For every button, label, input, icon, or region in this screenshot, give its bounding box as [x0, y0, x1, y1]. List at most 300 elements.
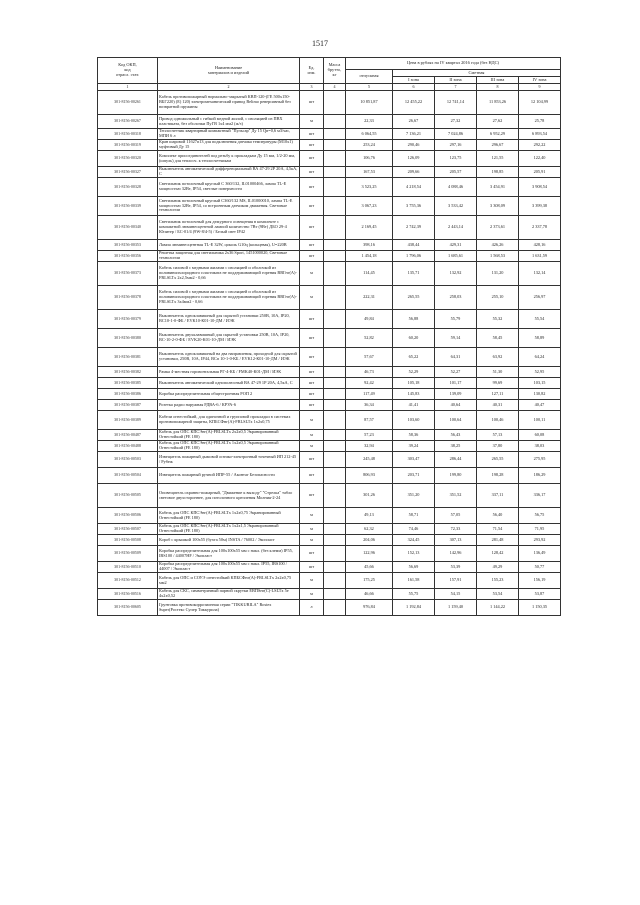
- cell-code: 301-8156-00510: [98, 562, 158, 573]
- cell-code: 301-8156-00381: [98, 348, 158, 367]
- table-row: [98, 129, 561, 140]
- cell-unit: шт: [300, 468, 324, 484]
- cell-z1: 351,20: [393, 484, 435, 508]
- table-row: [98, 262, 561, 286]
- cell-mass: [324, 115, 346, 129]
- cell-code: 301-8156-00487: [98, 430, 158, 441]
- cell-code: 301-8156-00503: [98, 452, 158, 468]
- cell-z3: 55,32: [477, 310, 519, 329]
- table-row: [98, 535, 561, 546]
- cell-z4: 132,14: [519, 262, 561, 286]
- cell-price: 57,23: [346, 430, 393, 441]
- table-row: [98, 310, 561, 329]
- cell-mass: [324, 430, 346, 441]
- cell-price: 204,06: [346, 535, 393, 546]
- cell-z3: 296,67: [477, 140, 519, 151]
- cell-code: 301-8156-00327: [98, 167, 158, 178]
- cell-z3: 27,62: [477, 115, 519, 129]
- cell-z2: 1 685,61: [435, 251, 477, 262]
- cell-z1: 2 742,39: [393, 216, 435, 240]
- cell-z1: 60,20: [393, 329, 435, 348]
- cell-mass: [324, 151, 346, 167]
- cell-z4: 205,91: [519, 167, 561, 178]
- cell-code: 301-8156-00509: [98, 546, 158, 562]
- cell-unit: шт: [300, 400, 324, 411]
- cell-z3: 100,46: [477, 411, 519, 430]
- cell-code: 301-8156-00378: [98, 286, 158, 310]
- table-row: [98, 573, 561, 589]
- cell-price: 3 067,23: [346, 197, 393, 216]
- cell-z2: 258,03: [435, 286, 477, 310]
- cell-z2: 64,31: [435, 348, 477, 367]
- cell-code: 301-8156-00267: [98, 115, 158, 129]
- cell-price: 122,96: [346, 546, 393, 562]
- cell-z4: 1 150,35: [519, 600, 561, 616]
- cell-price: 2 169,45: [346, 216, 393, 240]
- cell-unit: шт: [300, 251, 324, 262]
- cell-code: 301-8156-00508: [98, 535, 158, 546]
- cell-price: 46,66: [346, 589, 393, 600]
- cell-z2: 55,79: [435, 310, 477, 329]
- cell-z1: 152,13: [393, 546, 435, 562]
- cell-z1: 7 136,21: [393, 129, 435, 140]
- cell-name: Лампа люминесцентная TL-E 32W, цоколь G10q (кольцевая), U=220В: [158, 240, 300, 251]
- cell-z4: 3 908,54: [519, 178, 561, 197]
- cell-unit: м: [300, 535, 324, 546]
- cell-mass: [324, 91, 346, 115]
- cell-z1: 1 796,06: [393, 251, 435, 262]
- cell-z2: 1 159,40: [435, 600, 477, 616]
- cell-unit: м: [300, 411, 324, 430]
- cell-z2: 54,15: [435, 589, 477, 600]
- cell-z4: 56,75: [519, 508, 561, 524]
- cell-z3: 265,55: [477, 452, 519, 468]
- cell-z3: 53,54: [477, 589, 519, 600]
- cell-z2: 123,75: [435, 151, 477, 167]
- cell-z3: 155,23: [477, 573, 519, 589]
- cell-z1: 135,71: [393, 262, 435, 286]
- cell-z4: 100,11: [519, 411, 561, 430]
- cell-z4: 103,15: [519, 378, 561, 389]
- table-row: [98, 348, 561, 367]
- cell-mass: [324, 441, 346, 452]
- table-row: [98, 329, 561, 348]
- cell-price: 976,84: [346, 600, 393, 616]
- cell-unit: шт: [300, 129, 324, 140]
- table-row: [98, 151, 561, 167]
- cell-unit: шт: [300, 389, 324, 400]
- cell-unit: шт: [300, 348, 324, 367]
- cell-z2: 27,32: [435, 115, 477, 129]
- cell-name: Извещатель пожарный дымовой оптико-электронный точечный ИП 212-45 / Рубеж: [158, 452, 300, 468]
- cell-name: Кабель для СКС, симметричный парной скрутки ЕВПSнг(С)-LSLTx 5e 4x2x0,52: [158, 589, 300, 600]
- cell-unit: шт: [300, 310, 324, 329]
- header-mass: Масса брутто, кг: [324, 58, 346, 84]
- cell-mass: [324, 468, 346, 484]
- cell-z3: 11 853,26: [477, 91, 519, 115]
- cell-z1: 56,69: [393, 562, 435, 573]
- cell-z4: 60,08: [519, 430, 561, 441]
- cell-z3: 255,10: [477, 286, 519, 310]
- cell-mass: [324, 524, 346, 535]
- table-row: [98, 468, 561, 484]
- cell-z1: 126,09: [393, 151, 435, 167]
- cell-code: 301-8156-00516: [98, 589, 158, 600]
- cell-z2: 199,80: [435, 468, 477, 484]
- cell-price: 301,26: [346, 484, 393, 508]
- cell-z3: 281,48: [477, 535, 519, 546]
- cell-z4: 428,16: [519, 240, 561, 251]
- cell-name: Извещатель пожарный ручной ИПР-55 / Аконтаг Безопасности: [158, 468, 300, 484]
- cell-z1: 303,47: [393, 452, 435, 468]
- cell-price: 49,13: [346, 508, 393, 524]
- table-row: [98, 240, 561, 251]
- cell-z2: 100,64: [435, 411, 477, 430]
- price-table: [97, 57, 561, 616]
- cell-mass: [324, 400, 346, 411]
- cell-z4: 58,89: [519, 329, 561, 348]
- table-row: [98, 216, 561, 240]
- cell-z2: 297,16: [435, 140, 477, 151]
- cell-z1: 4 218,54: [393, 178, 435, 197]
- cell-code: 301-8156-00319: [98, 140, 158, 151]
- cell-code: 301-8156-00387: [98, 400, 158, 411]
- cell-code: 301-8156-00506: [98, 508, 158, 524]
- cell-z3: 37,80: [477, 441, 519, 452]
- cell-name: Грунтовка противокоррозионная серии "TIKKURILA" Rostex Super(Ростекс Супер Тиккурила): [158, 600, 300, 616]
- cell-z3: 127,11: [477, 389, 519, 400]
- cell-z4: 53,87: [519, 589, 561, 600]
- cell-z3: 49,29: [477, 562, 519, 573]
- cell-z4: 156,19: [519, 573, 561, 589]
- cell-z1: 290,46: [393, 140, 435, 151]
- cell-price: 6 064,55: [346, 129, 393, 140]
- cell-z2: 4 088,46: [435, 178, 477, 197]
- cell-name: Выключатель двухклавишный для скрытой установки 250В, 10А, IP20, ВС-10-2-0-ФБ / EVK20-К01-10-ДМ / ИЭК: [158, 329, 300, 348]
- cell-mass: [324, 197, 346, 216]
- table-row: [98, 378, 561, 389]
- table-row: [98, 251, 561, 262]
- cell-z4: 136,49: [519, 546, 561, 562]
- cell-code: 301-8156-00340: [98, 216, 158, 240]
- cell-name: Кабель для ОПС и СОУЭ огнестойкий КПБСФнг(А)-FRLSLTx 2x2x0,75 мм2: [158, 573, 300, 589]
- table-row: [98, 562, 561, 573]
- cell-z4: 130,82: [519, 389, 561, 400]
- cell-mass: [324, 178, 346, 197]
- cell-z1: 161,58: [393, 573, 435, 589]
- cell-code: 301-8156-00328: [98, 178, 158, 197]
- cell-z1: 324,45: [393, 535, 435, 546]
- cell-z3: 198,85: [477, 167, 519, 178]
- cell-z3: 57,13: [477, 430, 519, 441]
- table-row: [98, 367, 561, 378]
- cell-unit: м: [300, 430, 324, 441]
- cell-price: 114,45: [346, 262, 393, 286]
- cell-z4: 6 893,54: [519, 129, 561, 140]
- header-code: Код ОКП, код отрасл. стат.: [98, 58, 158, 84]
- header-zone-4: IV зона: [519, 77, 561, 84]
- table-row: [98, 600, 561, 616]
- cell-z1: 105,18: [393, 378, 435, 389]
- cell-z3: 2 373,61: [477, 216, 519, 240]
- cell-mass: [324, 546, 346, 562]
- cell-z3: 71,54: [477, 524, 519, 535]
- cell-price: 92,42: [346, 378, 393, 389]
- cell-z3: 40,31: [477, 400, 519, 411]
- cell-z3: 131,20: [477, 262, 519, 286]
- cell-unit: шт: [300, 484, 324, 508]
- cell-z1: 1 192,84: [393, 600, 435, 616]
- cell-price: 1 454,18: [346, 251, 393, 262]
- cell-name: Кран шаровой 11б27п13 для подключения датчика температуры (М10х1) муфтовый Ду 15: [158, 140, 300, 151]
- cell-name: Кабель для ОПС КПСЭнг(А)-FRLSLTx 1x2x1,5 Экранированный Огнестойкий (FE 180): [158, 524, 300, 535]
- header-wholesale: отпускная: [346, 70, 393, 84]
- table-row: [98, 508, 561, 524]
- header-zone-1: I зона: [393, 77, 435, 84]
- cell-mass: [324, 600, 346, 616]
- cell-unit: шт: [300, 197, 324, 216]
- cell-unit: м: [300, 262, 324, 286]
- cell-z1: 58,71: [393, 508, 435, 524]
- cell-z2: 59,14: [435, 329, 477, 348]
- table-row: [98, 411, 561, 430]
- cell-code: 301-8156-00261: [98, 91, 158, 115]
- cell-name: Светильник потолочный круглый С 360/132, IL01000466, лампа TL-E мощностью 32Вт, IP54, светлые поверхности: [158, 178, 300, 197]
- cell-mass: [324, 484, 346, 508]
- cell-z1: 3 755,36: [393, 197, 435, 216]
- cell-z4: 186,29: [519, 468, 561, 484]
- cell-z4: 38,03: [519, 441, 561, 452]
- cell-name: Кабель силовой с медными жилами с изоляцией и оболочкой из поливинилхлоридного пластиката не поддерживающий горения ВВГнг(А)-FRLSLTx 2x2,5мм2 - 0,66: [158, 262, 300, 286]
- cell-z3: 51,30: [477, 367, 519, 378]
- table-row: [98, 400, 561, 411]
- cell-unit: шт: [300, 367, 324, 378]
- cell-mass: [324, 310, 346, 329]
- cell-price: 106,76: [346, 151, 393, 167]
- cell-z2: 40,64: [435, 400, 477, 411]
- cell-z2: 142,96: [435, 546, 477, 562]
- cell-z1: 103,60: [393, 411, 435, 430]
- table-row: [98, 389, 561, 400]
- cell-z3: 426,26: [477, 240, 519, 251]
- cell-price: 22,33: [346, 115, 393, 129]
- cell-z1: 41,41: [393, 400, 435, 411]
- cell-z1: 203,71: [393, 468, 435, 484]
- cell-name: Выключатель одноклавишный для скрытой установки 250В, 10А, IP20, ВС10-1-0-ФБ / EVK10-К01-10-ДМ / ИЭК: [158, 310, 300, 329]
- cell-unit: шт: [300, 167, 324, 178]
- cell-unit: шт: [300, 562, 324, 573]
- cell-price: 52,82: [346, 329, 393, 348]
- cell-name: Провод одножильный с гибкой медной жилой, с изоляцией из ПВХ пластиката, без оболочки ПуГВ 1x4 мм2 (ж/з): [158, 115, 300, 129]
- table-row: [98, 546, 561, 562]
- cell-mass: [324, 589, 346, 600]
- cell-unit: м: [300, 524, 324, 535]
- header-name: Наименование материалов и изделий: [158, 58, 300, 84]
- cell-z2: 351,52: [435, 484, 477, 508]
- cell-z2: 286,44: [435, 452, 477, 468]
- cell-z4: 55,54: [519, 310, 561, 329]
- cell-name: Выключатель автоматический однополюсный ВА 47-29 1Р 20А, 4,5кА, С: [158, 378, 300, 389]
- cell-name: Решетка защитная для светильника 2x36 Sport, 1451000020, Световые технологии: [158, 251, 300, 262]
- cell-z3: 1 144,22: [477, 600, 519, 616]
- cell-z4: 256,97: [519, 286, 561, 310]
- cell-z1: 56,88: [393, 310, 435, 329]
- cell-z2: 57,05: [435, 508, 477, 524]
- table-row: [98, 524, 561, 535]
- cell-z2: 101,17: [435, 378, 477, 389]
- cell-mass: [324, 140, 346, 151]
- table-body: [98, 91, 561, 616]
- cell-price: 49,84: [346, 310, 393, 329]
- cell-z3: 3 454,91: [477, 178, 519, 197]
- cell-z1: 438,44: [393, 240, 435, 251]
- cell-unit: шт: [300, 546, 324, 562]
- cell-mass: [324, 251, 346, 262]
- cell-z2: 52,27: [435, 367, 477, 378]
- cell-z4: 25,78: [519, 115, 561, 129]
- cell-mass: [324, 389, 346, 400]
- cell-price: 62,32: [346, 524, 393, 535]
- cell-z4: 52,95: [519, 367, 561, 378]
- cell-name: Коробка распределительная общестроечная РОП 2: [158, 389, 300, 400]
- cell-z2: 307,13: [435, 535, 477, 546]
- cell-name: Выключатель одноклавишный на два направления, проходной для скрытой установки, 250В, 10А, IP44, ВСп 10-1-0-КБ / EVK12-К01-10-ДМ / ИЭК: [158, 348, 300, 367]
- cell-code: 301-8156-00320: [98, 151, 158, 167]
- cell-mass: [324, 573, 346, 589]
- header-zone-3: III зона: [477, 77, 519, 84]
- cell-unit: м: [300, 508, 324, 524]
- table-row: [98, 167, 561, 178]
- cell-unit: шт: [300, 151, 324, 167]
- cell-name: Теплосчетчик квартирный компактный "Пульсар" Ду 15 Qn=0,6 м3/час, МПИ 6 л: [158, 129, 300, 140]
- cell-unit: м: [300, 115, 324, 129]
- cell-price: 57,67: [346, 348, 393, 367]
- page-number: 1517: [312, 39, 328, 48]
- table-row: [98, 452, 561, 468]
- cell-name: Комплект присоединителей под резьбу к прокладкам Ду 15 мм, 1/2-20 мм, (шпуль) для теплосч. к теплосчетчикам: [158, 151, 300, 167]
- cell-mass: [324, 508, 346, 524]
- cell-mass: [324, 378, 346, 389]
- cell-price: 222,31: [346, 286, 393, 310]
- cell-name: Кабели огнестойкий, для одиночной и групповой прокладки в системах противопожарной защиты, КПБСФнг(А)-FRLSLTx 1x2x0,75: [158, 411, 300, 430]
- cell-name: Коробка распределительная для 100x100x55 мм с накл. (без клемм) IP55, IBS100 / 44007HF / Экопласт: [158, 546, 300, 562]
- cell-z2: 132,92: [435, 262, 477, 286]
- cell-mass: [324, 240, 346, 251]
- table-row: [98, 484, 561, 508]
- cell-name: Кабель для ОПС КПСЭнг(А)-FRLSLTx 1x2x0,5 Экранированный Огнестойкий (FE 180): [158, 441, 300, 452]
- cell-code: 301-8156-00382: [98, 367, 158, 378]
- cell-mass: [324, 411, 346, 430]
- cell-z1: 58,36: [393, 430, 435, 441]
- cell-code: 301-8156-00488: [98, 441, 158, 452]
- cell-z3: 337,11: [477, 484, 519, 508]
- cell-z4: 2 337,78: [519, 216, 561, 240]
- cell-z3: 56,40: [477, 508, 519, 524]
- table-row: [98, 140, 561, 151]
- cell-price: 245,48: [346, 452, 393, 468]
- cell-z4: 64,24: [519, 348, 561, 367]
- cell-unit: шт: [300, 140, 324, 151]
- cell-z1: 55,75: [393, 589, 435, 600]
- cell-price: 46,73: [346, 367, 393, 378]
- cell-price: 398,16: [346, 240, 393, 251]
- cell-name: Светильник потолочный круглый С360/132 MS, IL01000010, лампа TL-E мощностью 32Вт, IP54, со встроенным датчиком движения. Световые технологии: [158, 197, 300, 216]
- cell-mass: [324, 452, 346, 468]
- cell-z3: 128,42: [477, 546, 519, 562]
- cell-name: Оповещатель охранно-пожарный, "Движение к выходу" "Стрелка" табло световое двухстороннее, для потолочного крепления Молния-2-24: [158, 484, 300, 508]
- cell-code: 301-8156-00318: [98, 129, 158, 140]
- cell-unit: м: [300, 573, 324, 589]
- cell-unit: л: [300, 600, 324, 616]
- cell-code: 301-8156-00356: [98, 251, 158, 262]
- cell-price: 32,94: [346, 441, 393, 452]
- cell-mass: [324, 262, 346, 286]
- cell-z4: 71,95: [519, 524, 561, 535]
- cell-mass: [324, 216, 346, 240]
- table-row: [98, 286, 561, 310]
- cell-unit: шт: [300, 329, 324, 348]
- cell-mass: [324, 129, 346, 140]
- cell-mass: [324, 329, 346, 348]
- cell-name: Кабель для ОПС КПСЭнг(А)-FRLSLTx 1x2x0,75 Экранированный Огнестойкий (FE 180): [158, 508, 300, 524]
- cell-name: Кабель силовой с медными жилами с изоляцией и оболочкой из поливинилхлоридного пластиката не поддерживающий горения ВВГнг(А)-FRLSLTx 3x4мм2 - 0,66: [158, 286, 300, 310]
- cell-code: 301-8156-00380: [98, 329, 158, 348]
- cell-z2: 2 443,14: [435, 216, 477, 240]
- cell-z1: 52,29: [393, 367, 435, 378]
- cell-z4: 3 399,38: [519, 197, 561, 216]
- cell-price: 253,24: [346, 140, 393, 151]
- cell-mass: [324, 562, 346, 573]
- cell-z3: 63,92: [477, 348, 519, 367]
- cell-code: 301-8156-00504: [98, 468, 158, 484]
- cell-z2: 157,91: [435, 573, 477, 589]
- cell-unit: м: [300, 286, 324, 310]
- cell-z4: 40,47: [519, 400, 561, 411]
- cell-z4: 1 631,59: [519, 251, 561, 262]
- column-index-row: 1 2 3 4 5 6 7 8 9: [98, 84, 561, 91]
- cell-z3: 1 568,53: [477, 251, 519, 262]
- cell-unit: м: [300, 589, 324, 600]
- cell-z2: 205,57: [435, 167, 477, 178]
- cell-code: 301-8156-00386: [98, 389, 158, 400]
- cell-unit: шт: [300, 452, 324, 468]
- header-estimate: Сметная: [393, 70, 561, 77]
- cell-unit: шт: [300, 378, 324, 389]
- cell-code: 301-8156-00512: [98, 573, 158, 589]
- cell-z2: 139,09: [435, 389, 477, 400]
- cell-code: 301-8156-00507: [98, 524, 158, 535]
- cell-price: 87,57: [346, 411, 393, 430]
- cell-z4: 275,95: [519, 452, 561, 468]
- cell-z1: 39,24: [393, 441, 435, 452]
- cell-z4: 50,77: [519, 562, 561, 573]
- cell-name: Короб с крышкой 100x55 (бухта 50м) INSTA / 76002 / Экопласт: [158, 535, 300, 546]
- cell-z1: 26,67: [393, 115, 435, 129]
- cell-z2: 12 741,14: [435, 91, 477, 115]
- cell-unit: шт: [300, 91, 324, 115]
- cell-name: Коробка распределительная для 100x100x55 мм с накл. IP55, IBS100 / 44007 / Экопласт: [158, 562, 300, 573]
- cell-z2: 56,43: [435, 430, 477, 441]
- cell-unit: м: [300, 441, 324, 452]
- table-row: [98, 441, 561, 452]
- cell-z1: 209,66: [393, 167, 435, 178]
- cell-mass: [324, 367, 346, 378]
- cell-z3: 6 952,29: [477, 129, 519, 140]
- cell-z1: 145,83: [393, 389, 435, 400]
- cell-code: 301-8156-00373: [98, 262, 158, 286]
- cell-z2: 38,25: [435, 441, 477, 452]
- header-zone-2: II зона: [435, 77, 477, 84]
